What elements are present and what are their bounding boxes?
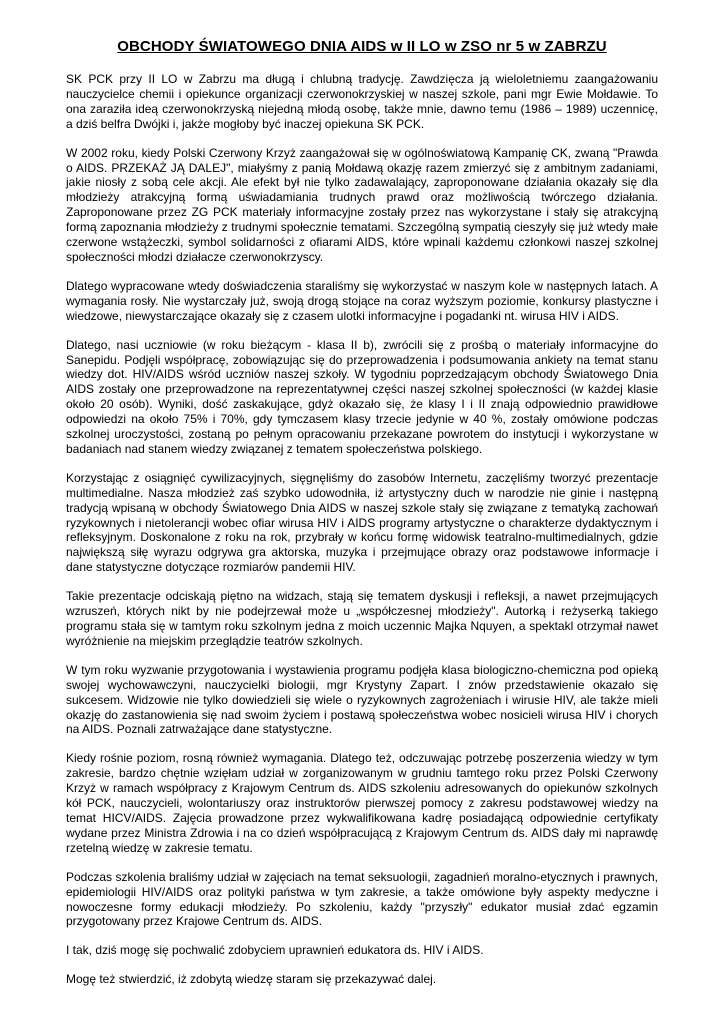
paragraph-7: W tym roku wyzwanie przygotowania i wystawienia programu podjęła klasa biologiczno-chemiczna pod opieką swojej wychowawczyni, nauczycielki biologii, mgr Krystyny Zapart. I znów przedstawienie okazało się sukcesem. Widzowie nie tylko dowiedzieli się wiele o ryzykownych zagrożeniach i wirusie HIV, ale także mieli okazję do zastanowienia się nad swoim życiem i postawą społeczeństwa wobec nosicieli wirusa HIV i chorych na AIDS. Poznali zatrważające dane statystyczne. — [66, 662, 658, 737]
paragraph-4: Dlatego, nasi uczniowie (w roku bieżącym - klasa II b), zwrócili się z prośbą o materiały informacyjne do Sanepidu. Podjęli współpracę, zobowiązując się do przeprowadzenia i podsumowania ankiety na temat stanu wiedzy dot. HIV/AIDS wśród uczniów naszej szkoły. W tygodniu poprzedzającym obchody Światowego Dnia AIDS zostały one przeprowadzone na reprezentatywnej części naszej szkolnej społeczności (w każdej klasie około 20 osób). Wyniki, dość zaskakujące, gdyż okazało się, że klasy I i II znają odpowiednio prawidłowe odpowiedzi na około 75% i 70%, gdy tymczasem klasy trzecie jedynie w 40 %, zostały omówione podczas szkolnej uroczystości, zostaną po pełnym opracowaniu przekazane powrotem do instytucji i wykorzystane w badaniach nad stanem wiedzy związanej z tematem społeczeństwa polskiego. — [66, 337, 658, 456]
paragraph-6: Takie prezentacje odciskają piętno na widzach, stają się tematem dyskusji i refleksji, a nawet przejmujących wzruszeń, których nikt by nie podejrzewał może u „współczesnej młodzieży". Autorką i reżyserką takiego programu stała się w tamtym roku szkolnym jedna z moich uczennic Majka Nquyen, a spektakl otrzymał nawet wyróżnienie na miejskim przeglądzie teatrów szkolnych. — [66, 589, 658, 648]
paragraph-3: Dlatego wypracowane wtedy doświadczenia staraliśmy się wykorzystać w naszym kole w następnych latach. A wymagania rosły. Nie wystarczały już, swoją drogą stojące na coraz wyższym poziomie, konkursy plastyczne i wiedzowe, niewystarczające okazały się z czasem ulotki informacyjne i pogadanki nt. wirusa HIV i AIDS. — [66, 278, 658, 323]
paragraph-8: Kiedy rośnie poziom, rosną również wymagania. Dlatego też, odczuwając potrzebę poszerzenia wiedzy w tym zakresie, bardzo chętnie wzięłam udział w zorganizowanym w grudniu tamtego roku przez Polski Czerwony Krzyż w ramach współpracy z Krajowym Centrum ds. AIDS szkoleniu adresowanych do opiekunów szkolnych kół PCK, nauczycieli, wolontariuszy oraz instruktorów pierwszej pomocy z zakresu podstawowej wiedzy na temat HICV/AIDS. Zajęcia prowadzone przez wykwalifikowana kadrę posiadającą odpowiednie certyfikaty wydane przez Ministra Zdrowia i na co dzień współpracującą z Krajowym Centrum ds. AIDS dały mi naprawdę rzetelną wiedzę w zakresie tematu. — [66, 751, 658, 855]
document-page — [66, 38, 658, 1001]
paragraph-11: Mogę też stwierdzić, iż zdobytą wiedzę staram się przekazywać dalej. — [66, 972, 437, 987]
document-title: OBCHODY ŚWIATOWEGO DNIA AIDS w II LO w ZSO nr 5 w ZABRZU — [117, 38, 607, 55]
paragraph-2: W 2002 roku, kiedy Polski Czerwony Krzyż zaangażował się w ogólnoświatową Kampanię CK, zwaną "Prawda o AIDS. PRZEKAŻ JĄ DALEJ", miałyśmy z panią Mołdawą okazję razem zmierzyć się z ambitnym zadaniami, jakie niosły z sobą cele akcji. Ale efekt był nie tylko zadawalający, zaproponowane działania okazały się dla młodzieży atrakcyjną formą uświadamiania trudnych prawd oraz możliwością twórczego działania. Zaproponowane przez ZG PCK materiały informacyjne zostały przez nas wykorzystane i stały się atrakcyjną formą zapoznania młodzieży z trudnymi społecznie tematami. Szczególną sympatią cieszyły się już wtedy małe czerwone wstążeczki, symbol solidarności z ofiarami AIDS, które wpinali każdemu członkowi naszej szkolnej społeczności młodzi działacze czerwonokrzyscy. — [66, 145, 658, 264]
paragraph-5: Korzystając z osiągnięć cywilizacyjnych, sięgnęliśmy do zasobów Internetu, zaczęliśmy tworzyć prezentacje multimedialne. Nasza młodzież zaś szybko udowodniła, iż artystyczny duch w narodzie nie ginie i następną tradycją wpisaną w obchody Światowego Dnia AIDS w naszej szkole stały się związane z tematyką zachowań ryzykownych i nietolerancji wobec ofiar wirusa HIV i AIDS programy artystyczne o charakterze dydaktycznym i refleksyjnym. Doskonalone z roku na rok, przybrały w końcu formę widowisk teatralno-multimedialnych, gdzie największą siłę wyrazu odgrywa gra aktorska, muzyka i przejmujące obrazy oraz podstawowe informacje i dane statystyczne dotyczące rozmiarów pandemii HIV. — [66, 470, 658, 575]
paragraph-10: I tak, dziś mogę się pochwalić zdobyciem uprawnień edukatora ds. HIV i AIDS. — [66, 943, 484, 958]
paragraph-9: Podczas szkolenia braliśmy udział w zajęciach na temat seksuologii, zagadnień moralno-etycznych i prawnych, epidemiologii HIV/AIDS oraz polityki państwa w tym zakresie, a także omówione były aspekty medyczne i nowoczesne formy edukacji młodzieży. Po szkoleniu, każdy "przyszły" edukator musiał zdać egzamin przygotowany przez Krajowe Centrum ds. AIDS. — [66, 869, 658, 929]
paragraph-1: SK PCK przy II LO w Zabrzu ma długą i chlubną tradycję. Zawdzięcza ją wieloletniemu zaangażowaniu nauczycielce chemii i opiekunce organizacji czerwonokrzyskiej w naszej szkole, pani mgr Ewie Mołdawie. To ona zaraziła ideą czerwonokrzyską niejedną młodą osobę, także mnie, dawno temu (1986 – 1989) uczennicę, a dziś belfra Dwójki i, jakże mogłoby być inaczej opiekuna SK PCK. — [66, 72, 658, 131]
